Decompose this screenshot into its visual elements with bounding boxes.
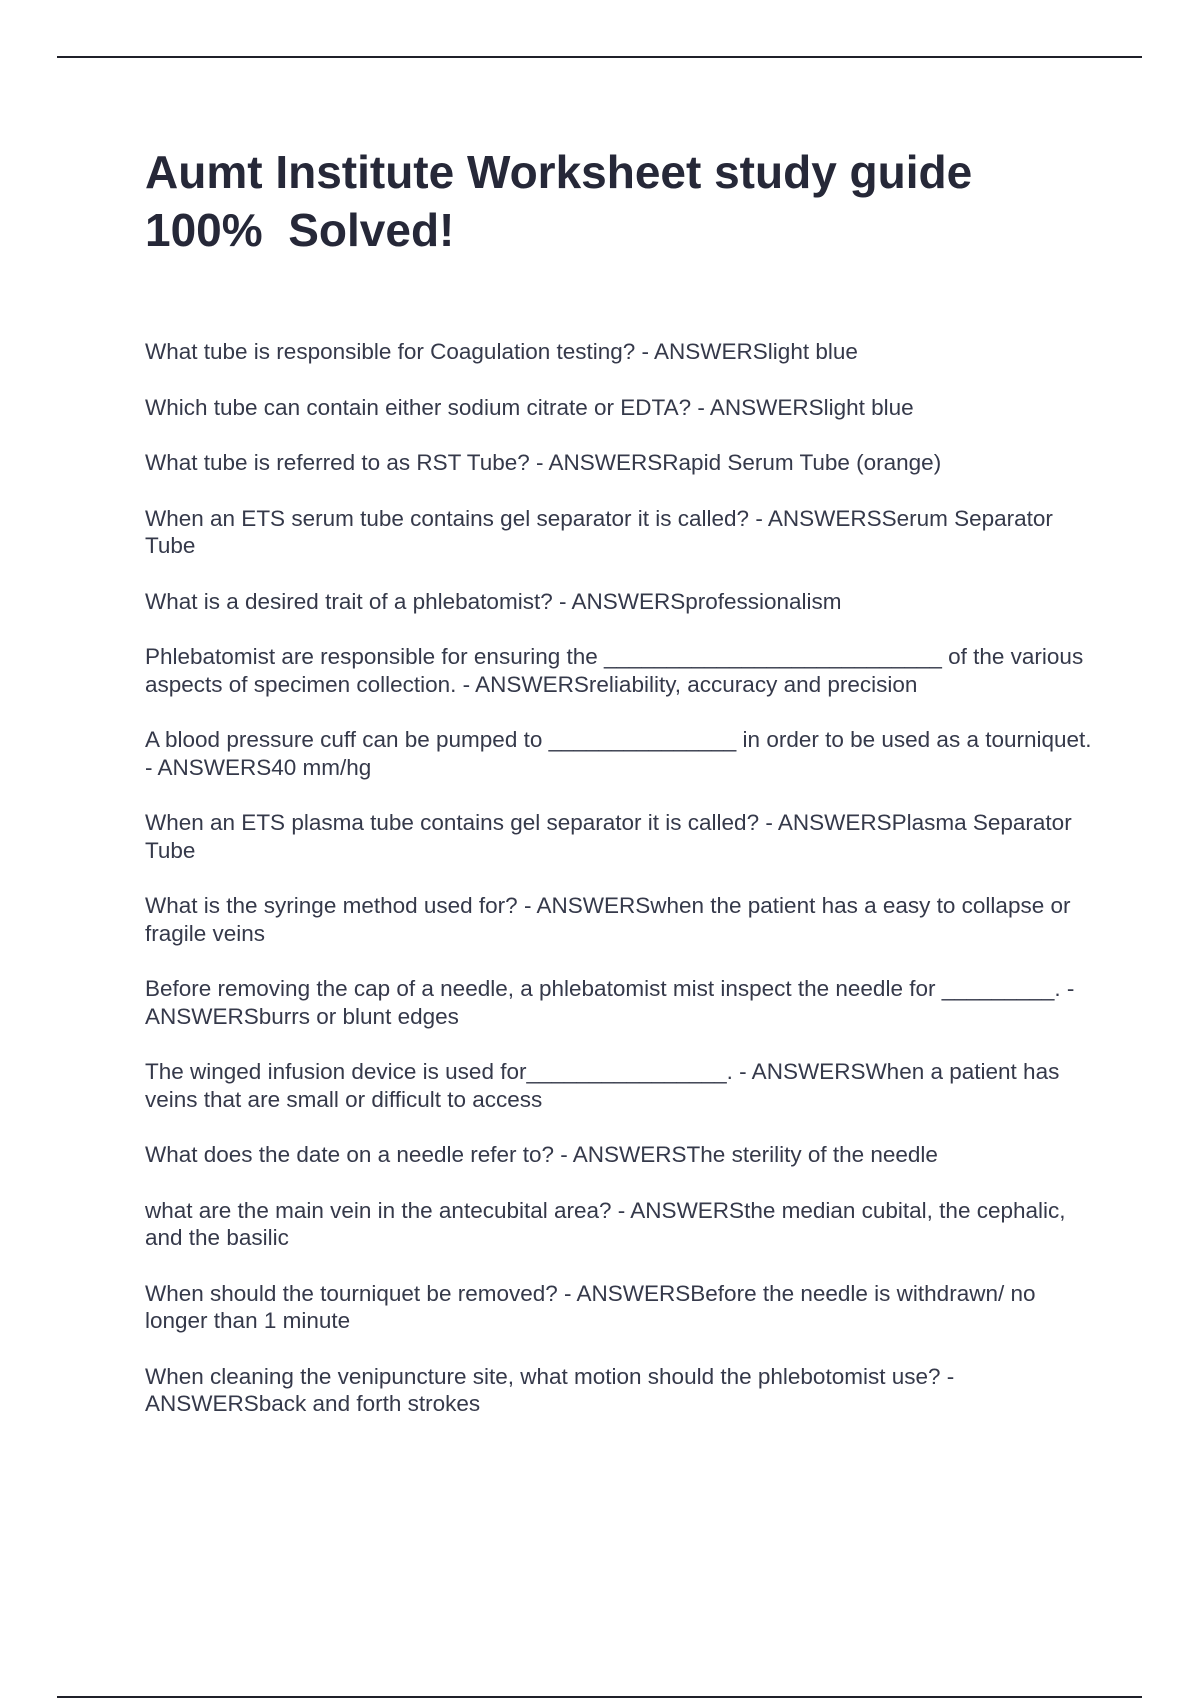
qa-item: What is a desired trait of a phlebatomist? - ANSWERSprofessionalism [145,588,842,614]
qa-item: The winged infusion device is used for________________. - ANSWERSWhen a patient has veins that are small or difficult to access [145,1059,1060,1112]
qa-item: A blood pressure cuff can be pumped to _______________ in order to be used as a tourniquet. - ANSWERS40 mm/hg [145,727,1092,780]
qa-item: what are the main vein in the antecubital area? - ANSWERSthe median cubital, the cephalic, and the basilic [145,1197,1066,1250]
top-divider [57,56,1142,58]
qa-list [145,338,1095,1446]
qa-item: Which tube can contain either sodium citrate or EDTA? - ANSWERSlight blue [145,394,914,420]
qa-item: When cleaning the venipuncture site, what motion should the phlebotomist use? - ANSWERSback and forth strokes [145,1363,955,1416]
qa-item: What is the syringe method used for? - ANSWERSwhen the patient has a easy to collapse or fragile veins [145,893,1071,946]
qa-item: Phlebatomist are responsible for ensuring the ___________________________ of the various aspects of specimen collection. - ANSWERSreliability, accuracy and precision [145,644,1084,697]
qa-item: When an ETS serum tube contains gel separator it is called? - ANSWERSSerum Separator Tube [145,505,1053,558]
qa-item: What tube is responsible for Coagulation testing? - ANSWERSlight blue [145,339,858,364]
qa-item: Before removing the cap of a needle, a phlebatomist mist inspect the needle for _________. - ANSWERSburrs or blunt edges [145,976,1075,1029]
qa-item: When should the tourniquet be removed? - ANSWERSBefore the needle is withdrawn/ no longer than 1 minute [145,1280,1036,1333]
qa-item: What tube is referred to as RST Tube? - ANSWERSRapid Serum Tube (orange) [145,450,942,475]
bottom-divider [57,1696,1142,1698]
document-title: Aumt Institute Worksheet study guide 100% Solved! [145,146,973,256]
qa-item: When an ETS plasma tube contains gel separator it is called? - ANSWERSPlasma Separator Tube [145,810,1072,863]
qa-item: What does the date on a needle refer to? - ANSWERSThe sterility of the needle [145,1142,938,1167]
